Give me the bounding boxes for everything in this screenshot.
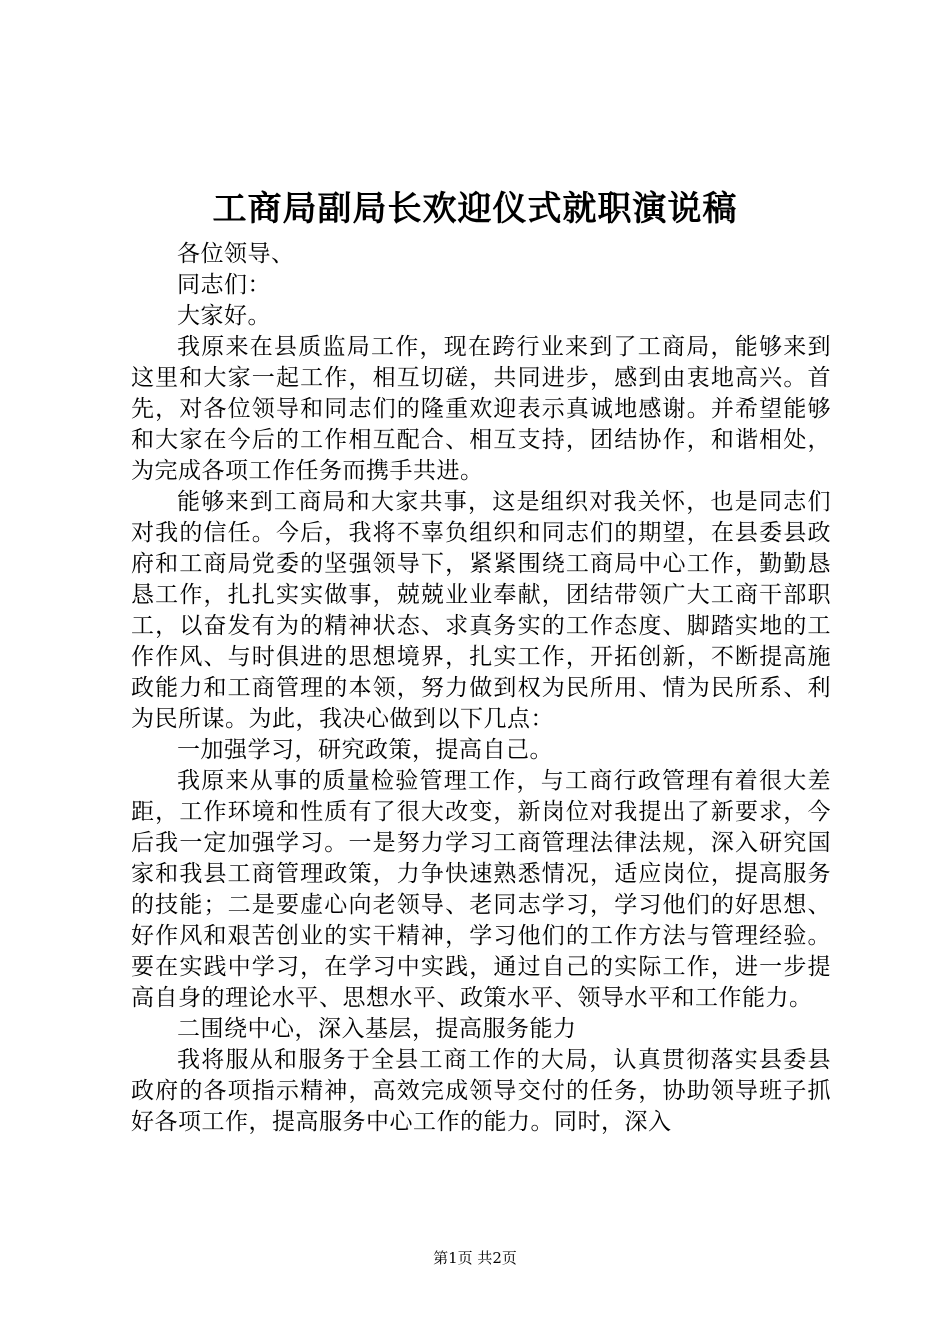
- salutation-line: 同志们：: [177, 272, 271, 298]
- page-footer: 第1页 共2页: [433, 1249, 517, 1267]
- salutation-line: 各位领导、: [177, 241, 295, 267]
- document-title: 工商局副局长欢迎仪式就职演说稿: [212, 189, 738, 229]
- document-body: [131, 239, 831, 1138]
- section-heading: 二围绕中心，深入基层，提高服务能力: [177, 1016, 577, 1042]
- body-paragraph: 我原来在县质监局工作，现在跨行业来到了工商局，能够来到这里和大家一起工作，相互切磋，共同进步，感到由衷地高兴。首先，对各位领导和同志们的隆重欢迎表示真诚地感谢。并希望能够和大家在今后的工作相互配合、相互支持，团结协作，和谐相处，为完成各项工作任务而携手共进。: [131, 334, 831, 484]
- body-paragraph: 我将服从和服务于全县工商工作的大局，认真贯彻落实县委县政府的各项指示精神，高效完成领导交付的任务，协助领导班子抓好各项工作，提高服务中心工作的能力。同时，深入: [131, 1047, 831, 1135]
- body-paragraph: 我原来从事的质量检验管理工作，与工商行政管理有着很大差距，工作环境和性质有了很大改变，新岗位对我提出了新要求，今后我一定加强学习。一是努力学习工商管理法律法规，深入研究国家和我县工商管理政策，力争快速熟悉情况，适应岗位，提高服务的技能；二是要虚心向老领导、老同志学习，学习他们的好思想、好作风和艰苦创业的实干精神，学习他们的工作方法与管理经验。要在实践中学习，在学习中实践，通过自己的实际工作，进一步提高自身的理论水平、思想水平、政策水平、领导水平和工作能力。: [131, 768, 831, 1011]
- section-heading: 一加强学习，研究政策，提高自己。: [177, 737, 553, 763]
- greeting-line: 大家好。: [177, 303, 271, 329]
- body-paragraph: 能够来到工商局和大家共事，这是组织对我关怀，也是同志们对我的信任。今后，我将不辜负组织和同志们的期望，在县委县政府和工商局党委的坚强领导下，紧紧围绕工商局中心工作，勤勤恳恳工作，扎扎实实做事，兢兢业业奉献，团结带领广大工商干部职工，以奋发有为的精神状态、求真务实的工作态度、脚踏实地的工作作风、与时俱进的思想境界，扎实工作，开拓创新，不断提高施政能力和工商管理的本领，努力做到权为民所用、情为民所系、利为民所谋。为此，我决心做到以下几点：: [131, 489, 831, 732]
